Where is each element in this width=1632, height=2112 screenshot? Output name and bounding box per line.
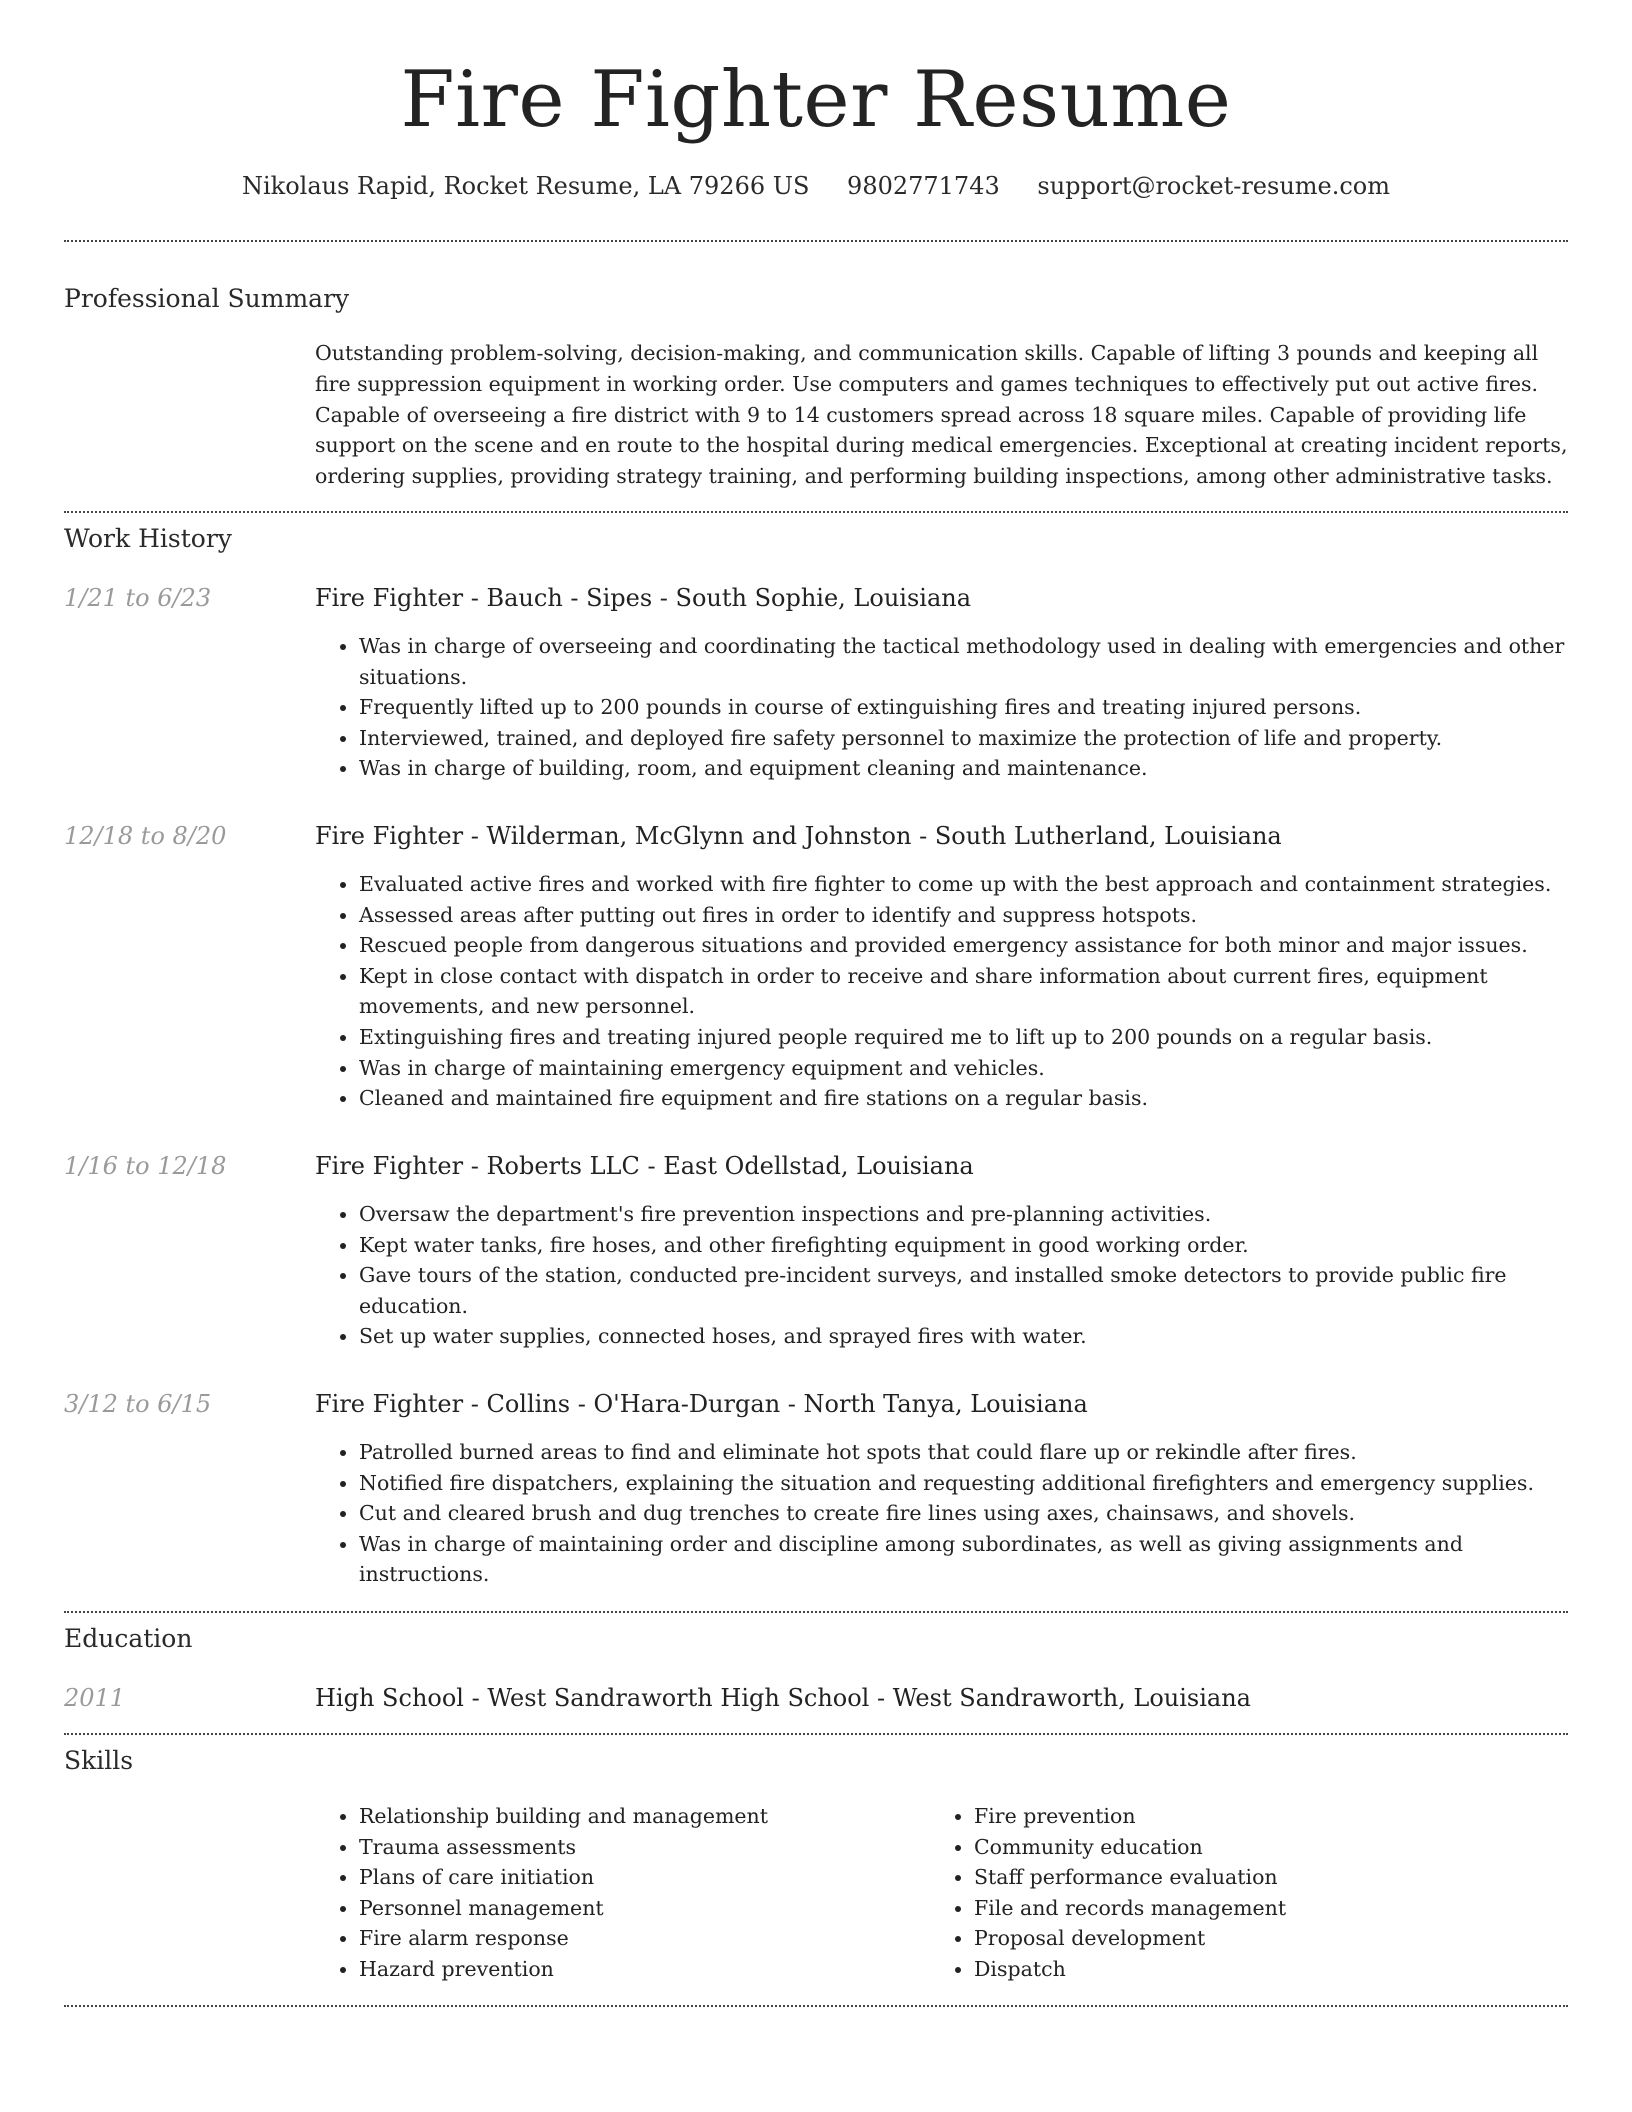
skills-heading: Skills (64, 1746, 134, 1775)
education-year: 2011 (64, 1684, 126, 1712)
resume-title: Fire Fighter Resume (400, 55, 1232, 145)
job-bullet: • Set up water supplies, connected hoses, and sprayed fires with water. (359, 1321, 1568, 1352)
job-bullet: • Rescued people from dangerous situations and provided emergency assistance for both minor and major issues. (359, 930, 1568, 961)
skill-item: • Fire alarm response (359, 1923, 915, 1954)
skill-item: • Community education (974, 1832, 1530, 1863)
divider (64, 1611, 1568, 1613)
job-bullet: • Cut and cleared brush and dug trenches to create fire lines using axes, chainsaws, and shovels. (359, 1498, 1568, 1529)
job-bullets (315, 1199, 1568, 1352)
job-dates: 1/16 to 12/18 (64, 1152, 227, 1180)
skill-item: • Plans of care initiation (359, 1862, 915, 1893)
education-title: High School - West Sandraworth High School - West Sandraworth, Louisiana (315, 1684, 1251, 1712)
job-bullet: • Cleaned and maintained fire equipment and fire stations on a regular basis. (359, 1083, 1568, 1114)
divider (64, 511, 1568, 513)
skill-item: • Fire prevention (974, 1801, 1530, 1832)
summary-heading: Professional Summary (64, 284, 350, 313)
job-bullet: • Kept water tanks, fire hoses, and other firefighting equipment in good working order. (359, 1230, 1568, 1261)
job-bullet: • Was in charge of maintaining order and discipline among subordinates, as well as giving assignments and instructions. (359, 1529, 1568, 1590)
contact-phone: 9802771743 (847, 172, 1000, 200)
skill-item: • Trauma assessments (359, 1832, 915, 1863)
job-bullet: • Patrolled burned areas to find and eliminate hot spots that could flare up or rekindle after fires. (359, 1437, 1568, 1468)
job-bullet: • Kept in close contact with dispatch in order to receive and share information about current fires, equipment movements, and new personnel. (359, 961, 1568, 1022)
job-dates: 1/21 to 6/23 (64, 584, 212, 612)
job-dates: 12/18 to 8/20 (64, 822, 227, 850)
job-bullets (315, 869, 1568, 1114)
contact-address: Nikolaus Rapid, Rocket Resume, LA 79266 US (241, 172, 810, 200)
job-bullet: • Interviewed, trained, and deployed fire safety personnel to maximize the protection of life and property. (359, 723, 1568, 754)
skill-item: • Dispatch (974, 1954, 1530, 1985)
contact-line (64, 170, 1568, 202)
job-bullet: • Notified fire dispatchers, explaining the situation and requesting additional firefighters and emergency supplies. (359, 1468, 1568, 1499)
job-title: Fire Fighter - Bauch - Sipes - South Sophie, Louisiana (315, 584, 972, 612)
job-title: Fire Fighter - Collins - O'Hara-Durgan - North Tanya, Louisiana (315, 1390, 1088, 1418)
job-title: Fire Fighter - Wilderman, McGlynn and Johnston - South Lutherland, Louisiana (315, 822, 1282, 850)
skill-item: • Proposal development (974, 1923, 1530, 1954)
job-bullet: • Was in charge of building, room, and equipment cleaning and maintenance. (359, 753, 1568, 784)
job-bullets (315, 1437, 1568, 1590)
skill-item: • Personnel management (359, 1893, 915, 1924)
job-bullet: • Gave tours of the station, conducted pre-incident surveys, and installed smoke detectors to provide public fire education. (359, 1260, 1568, 1321)
summary-text: Outstanding problem-solving, decision-making, and communication skills. Capable of lifting 3 pounds and keeping all fire suppression equipment in working order. Use computers and games techniques to effectively put out active fires. Capable of overseeing a fire district with 9 to 14 customers spread across 18 square miles. Capable of providing life support on the scene and en route to the hospital during medical emergencies. Exceptional at creating incident reports, ordering supplies, providing strategy training, and performing building inspections, among other administrative tasks. (315, 341, 1568, 489)
work-history-heading: Work History (64, 524, 232, 553)
skill-item: • File and records management (974, 1893, 1530, 1924)
job-bullet: • Extinguishing fires and treating injured people required me to lift up to 200 pounds on a regular basis. (359, 1022, 1568, 1053)
job-bullet: • Evaluated active fires and worked with fire fighter to come up with the best approach and containment strategies. (359, 869, 1568, 900)
divider (64, 240, 1568, 242)
education-heading: Education (64, 1624, 193, 1653)
job-bullet: • Was in charge of overseeing and coordinating the tactical methodology used in dealing with emergencies and other situations. (359, 631, 1568, 692)
divider (64, 1733, 1568, 1735)
skill-item: • Relationship building and management (359, 1801, 915, 1832)
job-bullets (315, 631, 1568, 784)
skill-item: • Hazard prevention (359, 1954, 915, 1985)
job-bullet: • Was in charge of maintaining emergency equipment and vehicles. (359, 1053, 1568, 1084)
divider (64, 2005, 1568, 2007)
skills-list-left (315, 1801, 915, 1985)
skill-item: • Staff performance evaluation (974, 1862, 1530, 1893)
job-title: Fire Fighter - Roberts LLC - East Odellstad, Louisiana (315, 1152, 974, 1180)
job-bullet: • Oversaw the department's fire prevention inspections and pre-planning activities. (359, 1199, 1568, 1230)
skills-list-right (930, 1801, 1530, 1985)
job-dates: 3/12 to 6/15 (64, 1390, 212, 1418)
job-bullet: • Assessed areas after putting out fires in order to identify and suppress hotspots. (359, 900, 1568, 931)
contact-email: support@rocket-resume.com (1037, 172, 1391, 200)
job-bullet: • Frequently lifted up to 200 pounds in course of extinguishing fires and treating injured persons. (359, 692, 1568, 723)
